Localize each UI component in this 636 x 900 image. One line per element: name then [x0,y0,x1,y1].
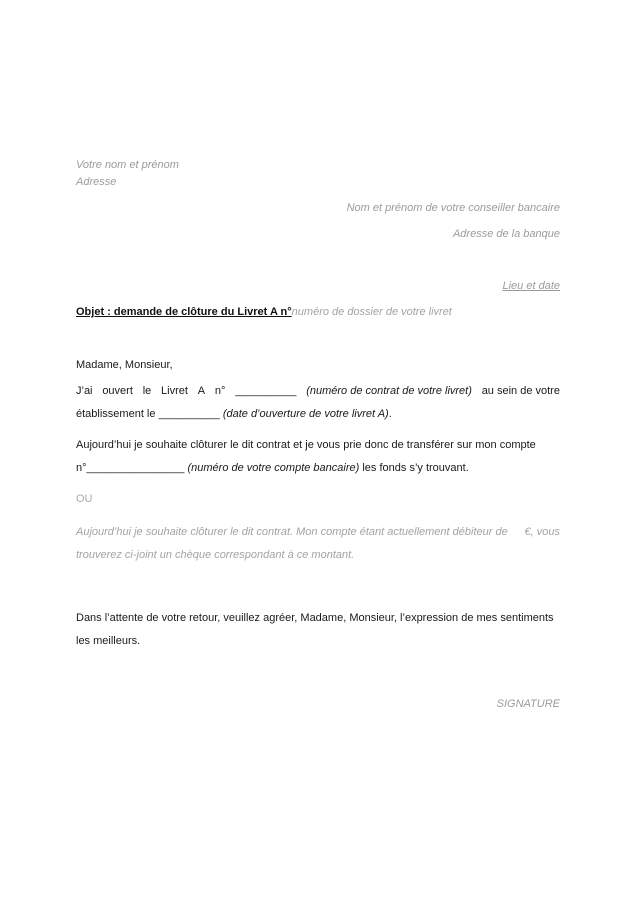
paragraph-transfer [76,434,560,480]
text: établissement le [76,408,156,420]
word: n° [214,385,226,397]
signature: SIGNATURE [496,698,560,710]
text: . [388,408,392,420]
account-number-blank: ________________ [86,462,185,474]
paragraph-closing-line-2: les meilleurs. [76,635,141,647]
paragraph-transfer-line-1: Aujourd’hui je souhaite clôturer le dit contrat et je vous prie donc de transférer sur mon compte [76,439,536,451]
text: €, vous [524,526,560,538]
text: Aujourd’hui je souhaite clôturer le dit contrat. Mon compte étant actuellement débiteur de [76,526,508,538]
place-date: Lieu et date [502,280,560,292]
word: au sein de votre [481,385,560,397]
word: ouvert [102,385,133,397]
or-separator: OU [76,493,93,505]
account-number-hint: (numéro de votre compte bancaire) [187,462,360,474]
word: le [142,385,152,397]
sender-name: Votre nom et prénom [76,159,179,171]
paragraph-alternative-line-2: trouverez ci-joint un chèque correspondant à ce montant. [76,549,355,561]
contract-number-hint: (numéro de contrat de votre livret) [306,385,472,397]
word: Livret [161,385,188,397]
sender-address: Adresse [76,176,117,188]
paragraph-closing [76,607,560,653]
paragraph-transfer-line-2 [76,457,560,480]
paragraph-opening-line-1 [76,380,560,403]
paragraph-opening-line-2 [76,403,560,426]
text: n° [76,462,87,474]
opening-date-hint: (date d’ouverture de votre livret A) [222,408,389,420]
word: J’ai [76,385,93,397]
subject-label: Objet : demande de clôture du Livret A n° [76,306,292,318]
opening-date-blank: __________ [158,408,220,420]
subject-placeholder: numéro de dossier de votre livret [291,306,452,318]
paragraph-opening [76,380,560,426]
word: A [197,385,206,397]
salutation: Madame, Monsieur, [76,359,173,371]
contract-number-blank: __________ [235,385,297,397]
recipient-bank-address: Adresse de la banque [452,228,560,240]
subject-line [76,306,452,318]
text: les fonds s’y trouvant. [362,462,469,474]
paragraph-alternative-line-1 [76,521,560,544]
recipient-advisor: Nom et prénom de votre conseiller bancaire [346,202,560,214]
paragraph-alternative [76,521,560,567]
paragraph-closing-line-1: Dans l’attente de votre retour, veuillez agréer, Madame, Monsieur, l’expression de mes sentiments [76,612,554,624]
